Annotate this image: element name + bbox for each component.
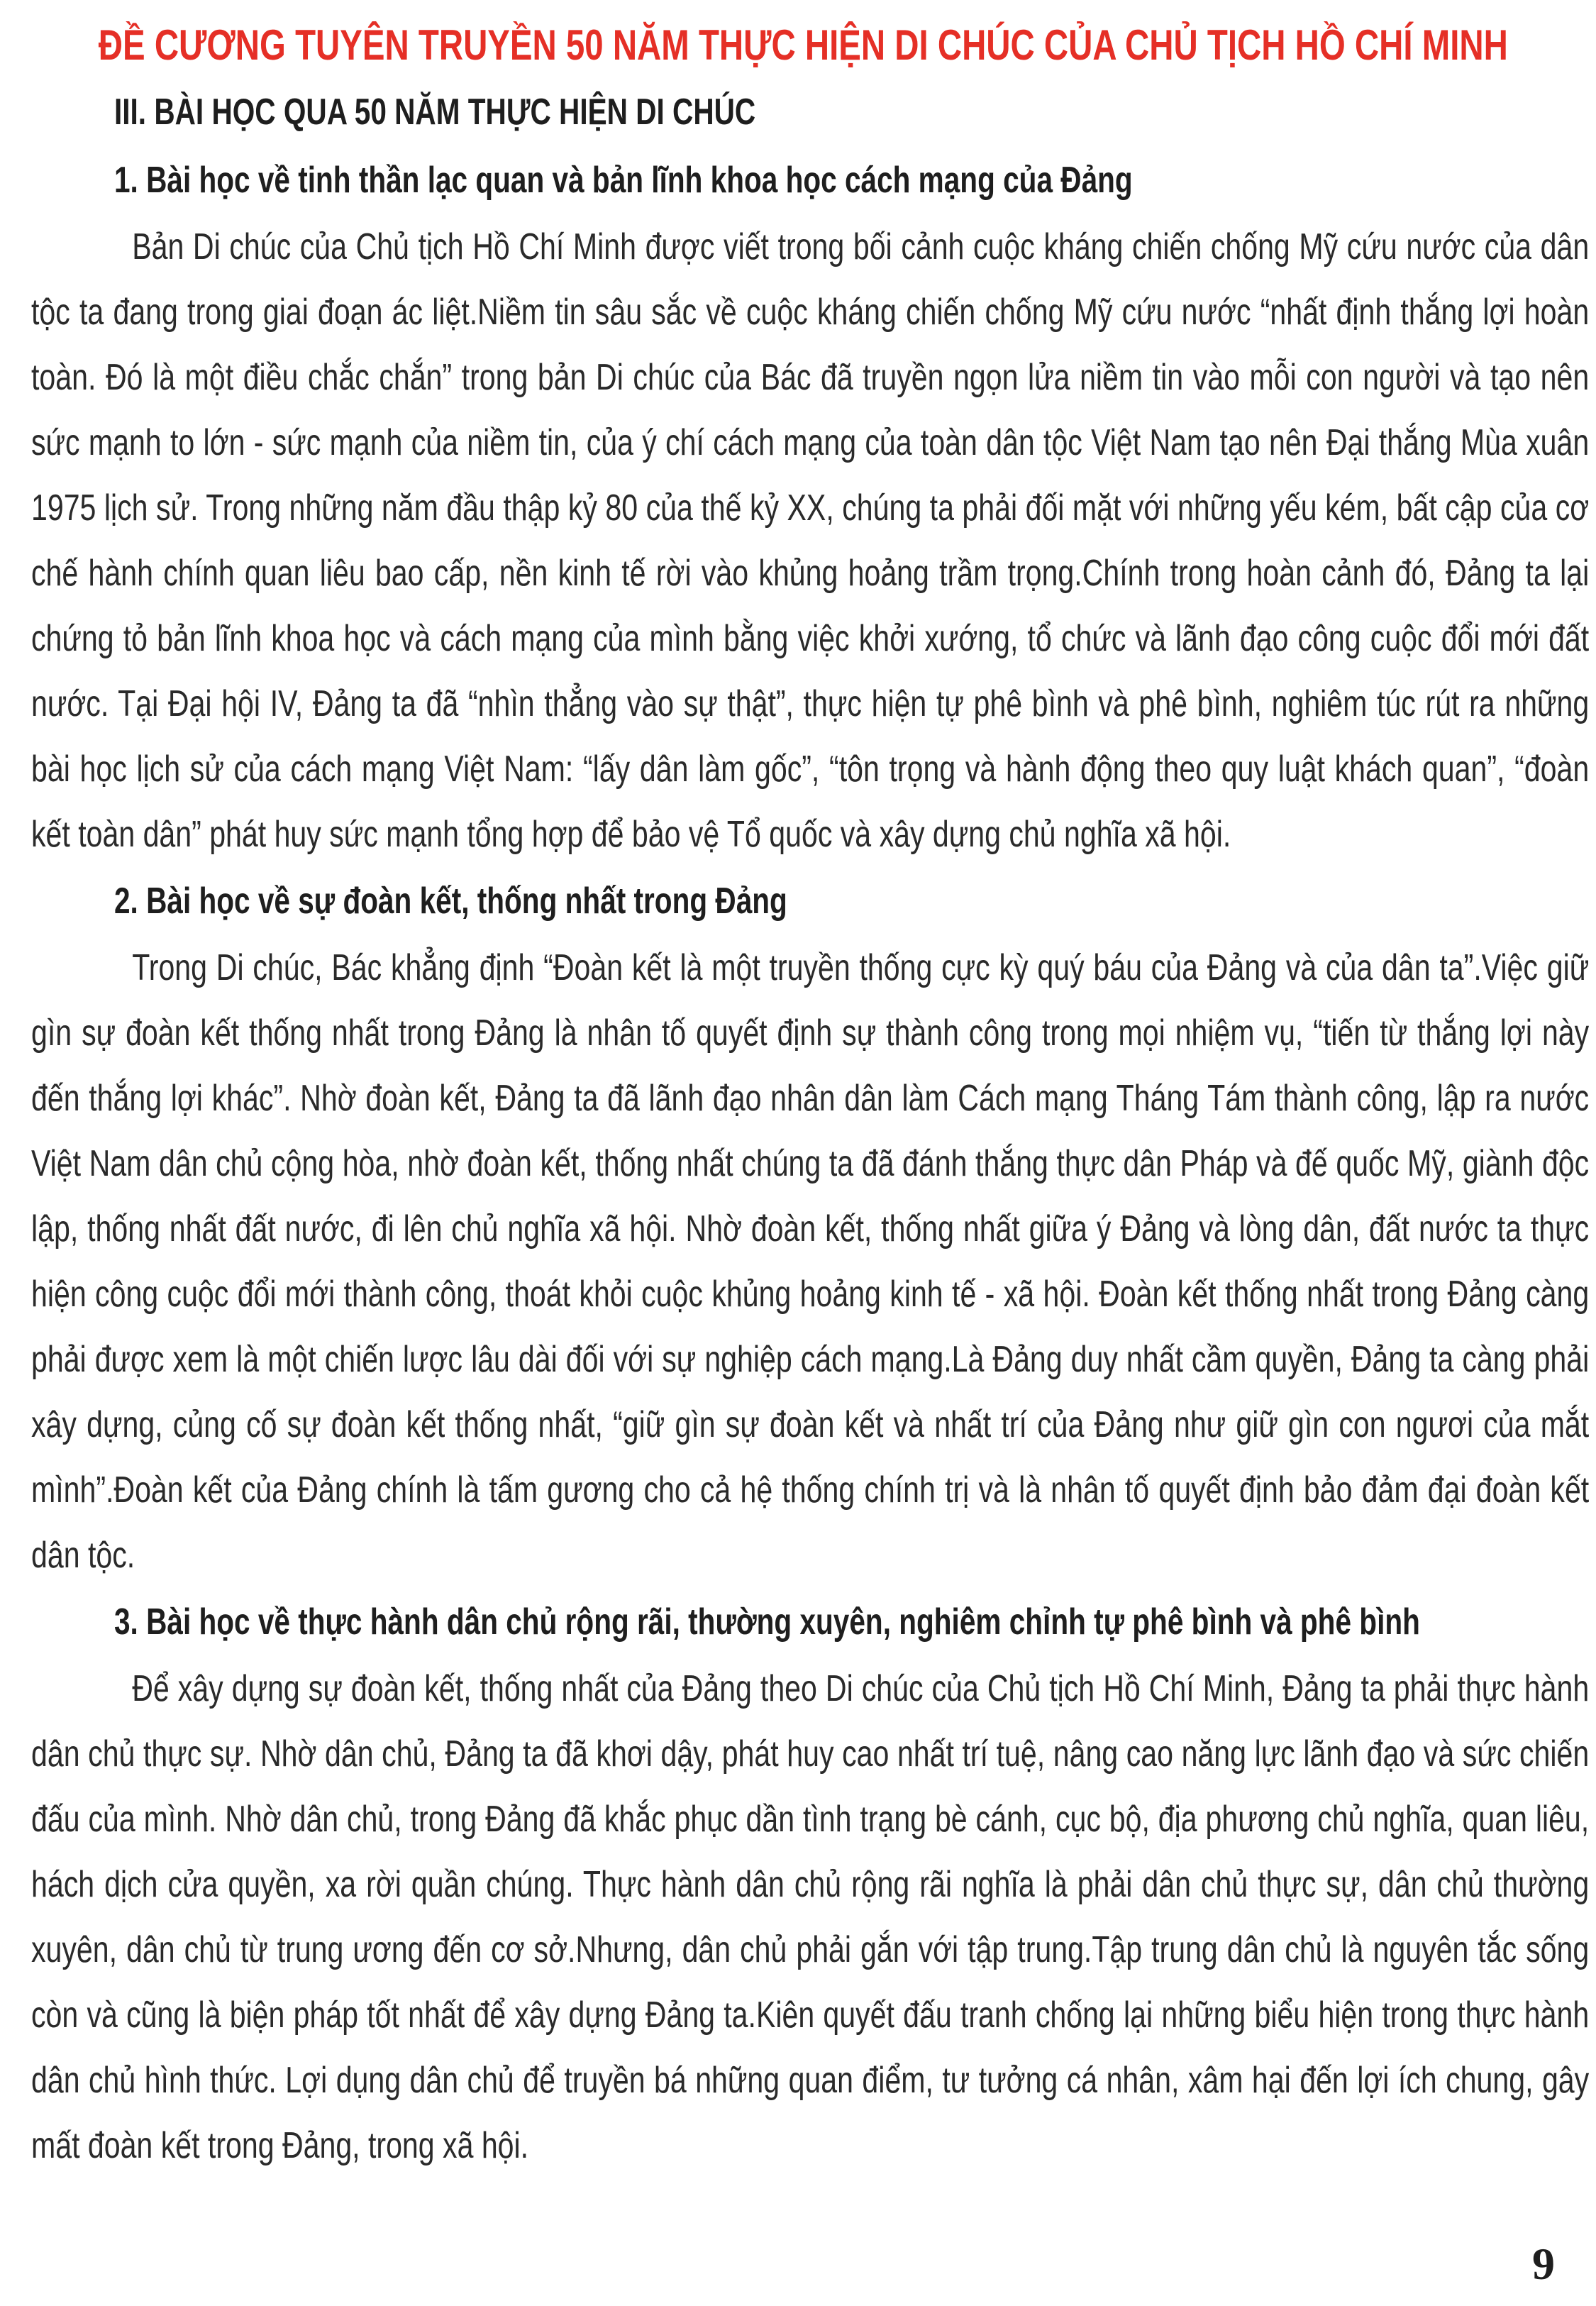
page-number: 9: [1532, 2239, 1555, 2289]
section-body: Để xây dựng sự đoàn kết, thống nhất của Đảng theo Di chúc của Chủ tịch Hồ Chí Minh, Đảng ta phải thực hành dân chủ thực sự. Nhờ dân chủ, Đảng ta đã khơi dậy, phát huy cao nhất trí tuệ, nâng cao năng lực lãnh đạo và sức chiến đấu của mình. Nhờ dân chủ, trong Đảng đã khắc phục dần tình trạng bè cánh, cục bộ, địa phương chủ nghĩa, quan liêu, hách dịch cửa quyền, xa rời quần chúng. Thực hành dân chủ rộng rãi nghĩa là phải dân chủ thực sự, dân chủ thường xuyên, dân chủ từ trung ương đến cơ sở.Nhưng, dân chủ phải gắn với tập trung.Tập trung dân chủ là nguyên tắc sống còn và cũng là biện pháp tốt nhất để xây dựng Đảng ta.Kiên quyết đấu tranh chống lại những biểu hiện trong thực hành dân chủ hình thức. Lợi dụng dân chủ để truyền bá những quan điểm, tư tưởng cá nhân, xâm hại đến lợi ích chung, gây mất đoàn kết trong Đảng, trong xã hội.: [31, 1668, 1590, 2166]
document-title: ĐỀ CƯƠNG TUYÊN TRUYỀN 50 NĂM THỰC HIỆN DI CHÚC CỦA CHỦ TỊCH HỒ CHÍ MINH: [98, 21, 1508, 69]
section-body: Bản Di chúc của Chủ tịch Hồ Chí Minh được viết trong bối cảnh cuộc kháng chiến chống Mỹ cứu nước của dân tộc ta đang trong giai đoạn ác liệt.Niềm tin sâu sắc về cuộc kháng chiến chống Mỹ cứu nước “nhất định thắng lợi hoàn toàn. Đó là một điều chắc chắn” trong bản Di chúc của Bác đã truyền ngọn lửa niềm tin vào mỗi con người và tạo nên sức mạnh to lớn - sức mạnh của niềm tin, của ý chí cách mạng của toàn dân tộc Việt Nam tạo nên Đại thắng Mùa xuân 1975 lịch sử. Trong những năm đầu thập kỷ 80 của thế kỷ XX, chúng ta phải đối mặt với những yếu kém, bất cập của cơ chế hành chính quan liêu bao cấp, nền kinh tế rời vào khủng hoảng trầm trọng.Chính trong hoàn cảnh đó, Đảng ta lại chứng tỏ bản lĩnh khoa học và cách mạng của mình bằng việc khởi xướng, tổ chức và lãnh đạo công cuộc đổi mới đất nước. Tại Đại hội IV, Đảng ta đã “nhìn thẳng vào sự thật”, thực hiện tự phê bình và phê bình, nghiêm túc rút ra những bài học lịch sử của cách mạng Việt Nam: “lấy dân làm gốc”, “tôn trọng và hành động theo quy luật khách quan”, “đoàn kết toàn dân” phát huy sức mạnh tổng hợp để bảo vệ Tổ quốc và xây dựng chủ nghĩa xã hội.: [31, 226, 1590, 855]
section-heading: 1. Bài học về tinh thần lạc quan và bản lĩnh khoa học cách mạng của Đảng: [114, 160, 1133, 201]
section-title: III. BÀI HỌC QUA 50 NĂM THỰC HIỆN DI CHÚC: [114, 92, 756, 133]
document-page: [31, 13, 1590, 2178]
section-heading: 3. Bài học về thực hành dân chủ rộng rãi, thường xuyên, nghiêm chỉnh tự phê bình và phê bình: [114, 1601, 1420, 1643]
section-body: Trong Di chúc, Bác khẳng định “Đoàn kết là một truyền thống cực kỳ quý báu của Đảng và của dân ta”.Việc giữ gìn sự đoàn kết thống nhất trong Đảng là nhân tố quyết định sự thành công trong mọi nhiệm vụ, “tiến từ thắng lợi này đến thắng lợi khác”. Nhờ đoàn kết, Đảng ta đã lãnh đạo nhân dân làm Cách mạng Tháng Tám thành công, lập ra nước Việt Nam dân chủ cộng hòa, nhờ đoàn kết, thống nhất chúng ta đã đánh thắng thực dân Pháp và đế quốc Mỹ, giành độc lập, thống nhất đất nước, đi lên chủ nghĩa xã hội. Nhờ đoàn kết, thống nhất giữa ý Đảng và lòng dân, đất nước ta thực hiện công cuộc đổi mới thành công, thoát khỏi cuộc khủng hoảng kinh tế - xã hội. Đoàn kết thống nhất trong Đảng càng phải được xem là một chiến lược lâu dài đối với sự nghiệp cách mạng.Là Đảng duy nhất cầm quyền, Đảng ta càng phải xây dựng, củng cố sự đoàn kết thống nhất, “giữ gìn sự đoàn kết và nhất trí của Đảng như giữ gìn con ngươi của mắt mình”.Đoàn kết của Đảng chính là tấm gương cho cả hệ thống chính trị và là nhân tố quyết định bảo đảm đại đoàn kết dân tộc.: [31, 947, 1590, 1576]
section-1: [31, 146, 1590, 867]
section-2: [31, 867, 1590, 1588]
section-3: [31, 1588, 1590, 2178]
section-heading: 2. Bài học về sự đoàn kết, thống nhất trong Đảng: [114, 881, 787, 922]
